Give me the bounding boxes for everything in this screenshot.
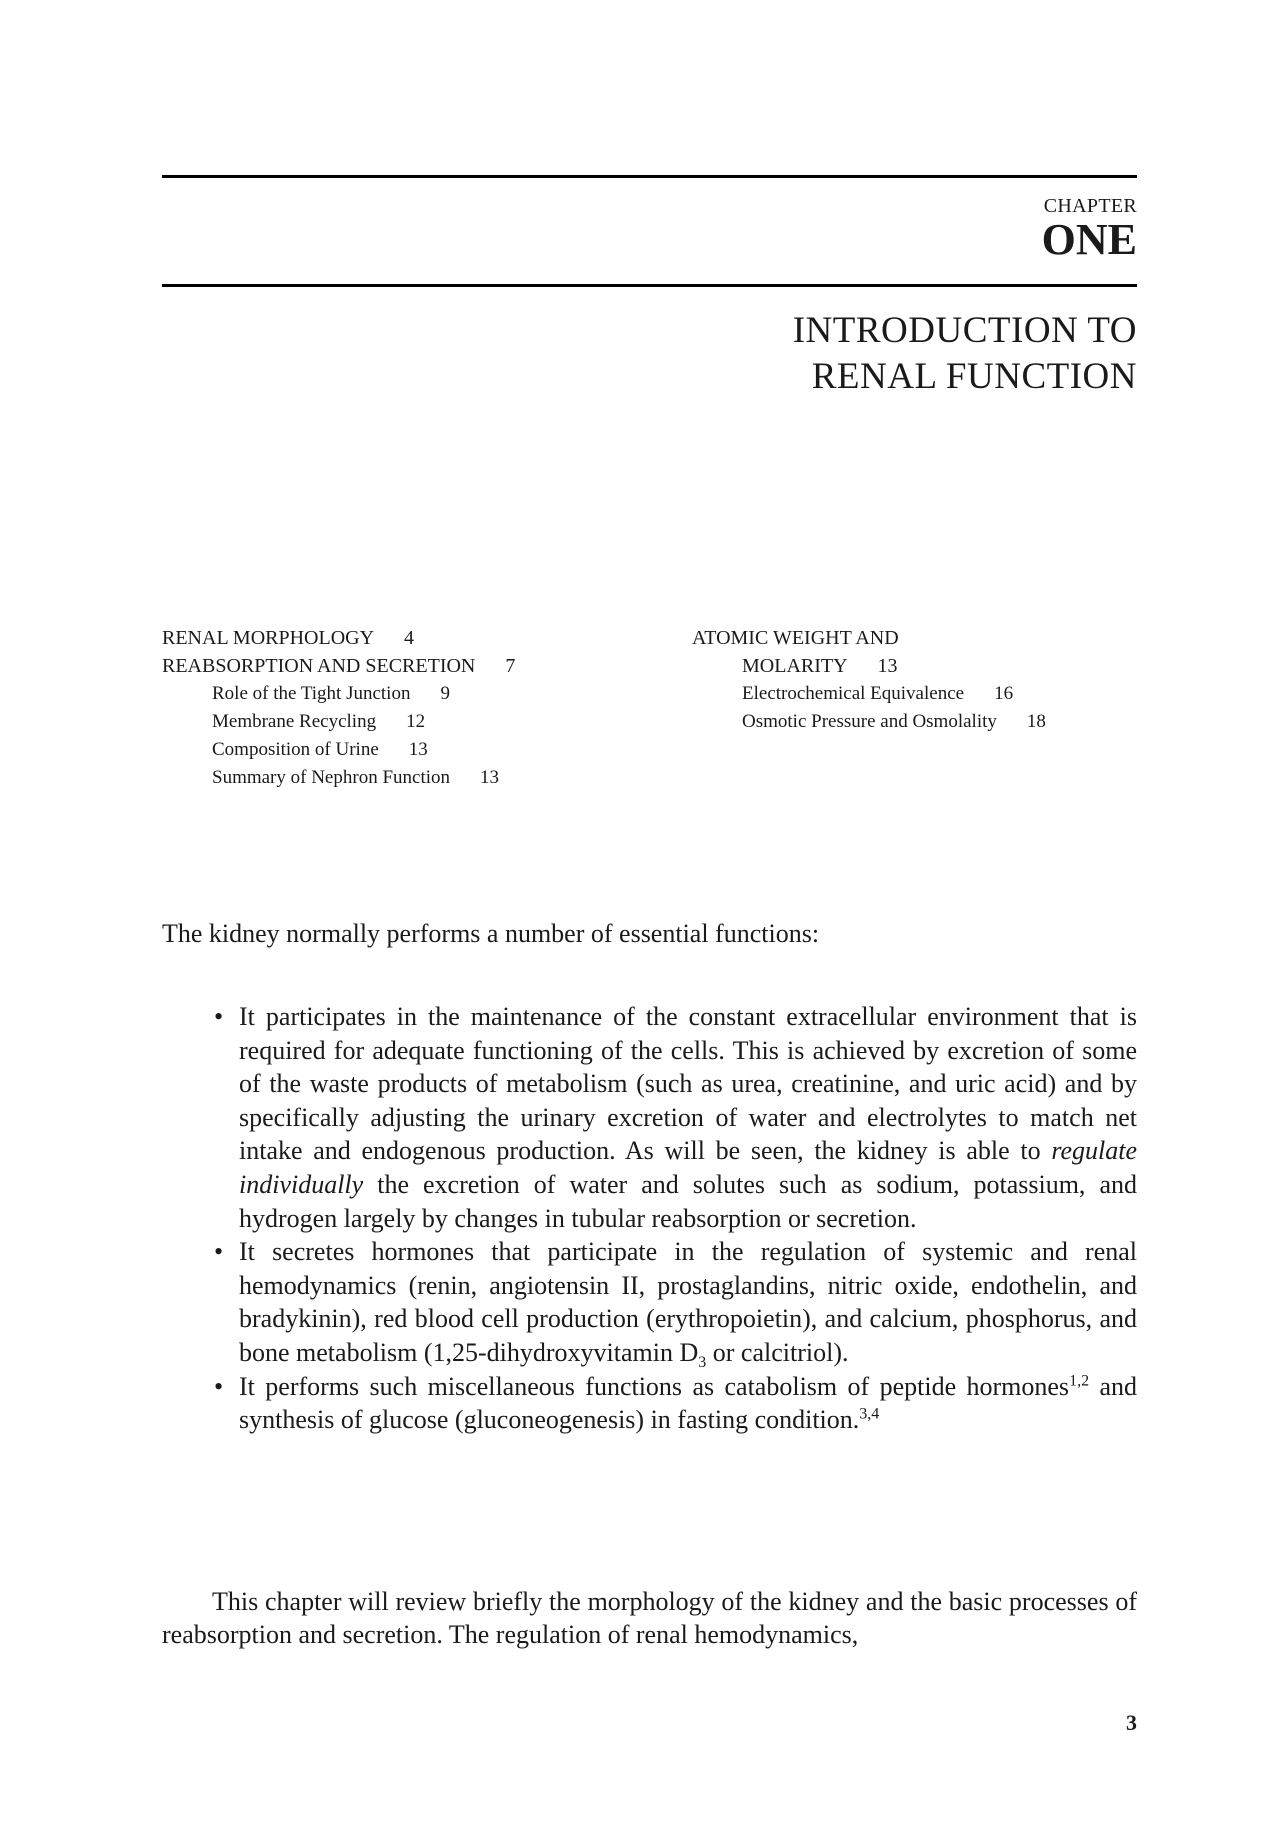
- page-number: 3: [1126, 1710, 1137, 1735]
- bullet-dot-icon: •: [214, 1237, 224, 1267]
- bullet-dot-icon: •: [214, 1371, 224, 1401]
- function-bullet-list: [162, 1000, 1137, 1437]
- outline-subentry: [162, 736, 642, 764]
- outline-entry-page: 13: [480, 767, 500, 788]
- outline-subentry: [162, 708, 642, 736]
- outline-subentry: [692, 680, 1152, 708]
- outline-entry-page: 12: [406, 711, 426, 732]
- bullet-item: [162, 1000, 1137, 1235]
- outline-entry-page: 18: [1026, 711, 1046, 732]
- outline-entry-title: Osmotic Pressure and Osmolality: [742, 711, 997, 732]
- chapter-title-line-1: INTRODUCTION TO: [792, 310, 1137, 351]
- outline-entry-page: 4: [404, 627, 415, 649]
- outline-subentry: [692, 708, 1152, 736]
- bullet-text: the excretion of water and solutes such as sodium, potassium, and hydrogen largely by changes in tubular reabsorption or secretion.: [239, 1169, 1137, 1233]
- outline-entry-title: Electrochemical Equivalence: [742, 683, 965, 704]
- chapter-title: [793, 308, 1137, 400]
- bullet-text: and synthesis of glucose (gluconeogenesis) in fasting condition.: [239, 1371, 1138, 1435]
- emphasized-text: regulate individually: [239, 1136, 1137, 1199]
- outline-subentry: [162, 764, 642, 792]
- outline-entry-title: Summary of Nephron Function: [212, 767, 451, 788]
- chapter-bottom-rule: [162, 284, 1137, 287]
- reference-superscript: 3,4: [859, 1405, 880, 1423]
- outline-entry-page: 7: [505, 655, 516, 677]
- bullet-dot-icon: •: [214, 1002, 224, 1031]
- outline-entry: [162, 624, 642, 652]
- outline-entry: [162, 652, 642, 680]
- subscript: 3: [698, 1354, 707, 1372]
- outline-entry-page: 13: [877, 655, 898, 677]
- outline-entry-continuation: [692, 652, 1152, 680]
- bullet-text: It participates in the maintenance of the constant extracellular environment that is required for adequate functioning of the cells. This is achieved by excretion of some of the waste products of metabolism (such as urea, creatinine, and uric acid) and by specifically adjusting the urinary excretion of water and electrolytes to match net intake and endogenous production. As will be seen, the kidney is able to: [239, 1002, 1137, 1166]
- chapter-outline-right: [692, 624, 1152, 736]
- outline-entry: [692, 624, 1152, 652]
- outline-entry-title: REABSORPTION AND SECRETION: [162, 655, 476, 677]
- outline-entry-title: MOLARITY: [742, 655, 848, 677]
- bullet-text: It secretes hormones that participate in the regulation of systemic and renal hemodynamics (renin, angiotensin II, prostaglandins, nitric oxide, endothelin, and bradykinin), red blood cell production (erythropoietin), and calcium, phosphorus, and bone metabolism (1,25-dihydroxyvitamin D: [239, 1237, 1137, 1367]
- bullet-text: It performs such miscellaneous functions as catabolism of peptide hormones: [239, 1371, 1070, 1401]
- reference-superscript: 1,2: [1069, 1371, 1090, 1389]
- outline-entry-title: RENAL MORPHOLOGY: [162, 627, 375, 649]
- bullet-text: or calcitriol).: [706, 1337, 849, 1367]
- chapter-top-rule: [162, 175, 1137, 178]
- outline-subentry: [162, 680, 642, 708]
- outline-entry-title: ATOMIC WEIGHT AND: [692, 627, 899, 649]
- chapter-label: CHAPTER: [1043, 195, 1137, 217]
- chapter-outline-left: [162, 624, 642, 792]
- outline-entry-page: 16: [994, 683, 1014, 704]
- closing-paragraph: This chapter will review briefly the morphology of the kidney and the basic processes of reabsorption and secretion. The regulation of renal hemodynamics,: [162, 1587, 1137, 1649]
- outline-entry-page: 13: [408, 739, 428, 760]
- chapter-number: ONE: [1041, 215, 1137, 264]
- chapter-title-line-2: RENAL FUNCTION: [811, 356, 1137, 397]
- outline-entry-title: Role of the Tight Junction: [212, 683, 411, 704]
- intro-sentence: The kidney normally performs a number of essential functions:: [162, 919, 820, 948]
- outline-entry-title: Composition of Urine: [212, 739, 379, 760]
- outline-entry-page: 9: [440, 683, 450, 704]
- bullet-item: [162, 1370, 1137, 1437]
- bullet-item: [162, 1235, 1137, 1372]
- outline-entry-title: Membrane Recycling: [212, 711, 377, 732]
